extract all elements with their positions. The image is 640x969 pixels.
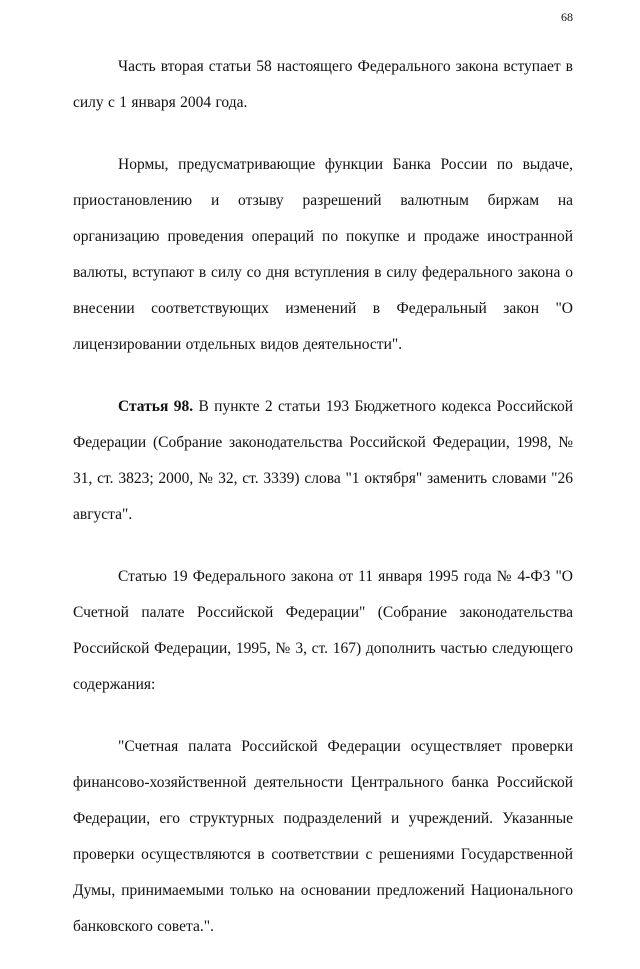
paragraph-quoted-amendment	[73, 729, 573, 945]
article-heading: Статья 98.	[118, 398, 194, 415]
paragraph-text: Часть вторая статьи 58 настоящего Федерального закона вступает в силу с 1 января 2004 года.	[73, 58, 573, 111]
paragraph-text: Статью 19 Федерального закона от 11 января 1995 года № 4-ФЗ "О Счетной палате Российской Федерации" (Собрание законодательства Российской Федерации, 1995, № 3, ст. 167) дополнить частью следующего содержания:	[73, 568, 573, 693]
paragraph-article-98	[73, 389, 573, 533]
paragraph-bank-functions	[73, 147, 573, 363]
page-number: 68	[561, 10, 573, 24]
document-body	[73, 49, 573, 969]
paragraph-text: "Счетная палата Российской Федерации осуществляет проверки финансово-хозяйственной деятельности Центрального банка Российской Федерации, его структурных подразделений и учреждений. Указанные проверки осуществляются в соответствии с решениями Государственной Думы, принимаемыми только на основании предложений Национального банковского совета.".	[73, 738, 573, 935]
paragraph-article-58-effective	[73, 49, 573, 121]
paragraph-article-19-amendment	[73, 559, 573, 703]
paragraph-text: Нормы, предусматривающие функции Банка России по выдаче, приостановлению и отзыву разрешений валютным биржам на организацию проведения операций по покупке и продаже иностранной валюты, вступают в силу со дня вступления в силу федерального закона о внесении соответствующих изменений в Федеральный закон "О лицензировании отдельных видов деятельности".	[73, 156, 573, 353]
paragraph-text: В пункте 2 статьи 193 Бюджетного кодекса Российской Федерации (Собрание законодательства Российской Федерации, 1998, № 31, ст. 3823; 2000, № 32, ст. 3339) слова "1 октября" заменить словами "26 августа".	[73, 398, 573, 523]
